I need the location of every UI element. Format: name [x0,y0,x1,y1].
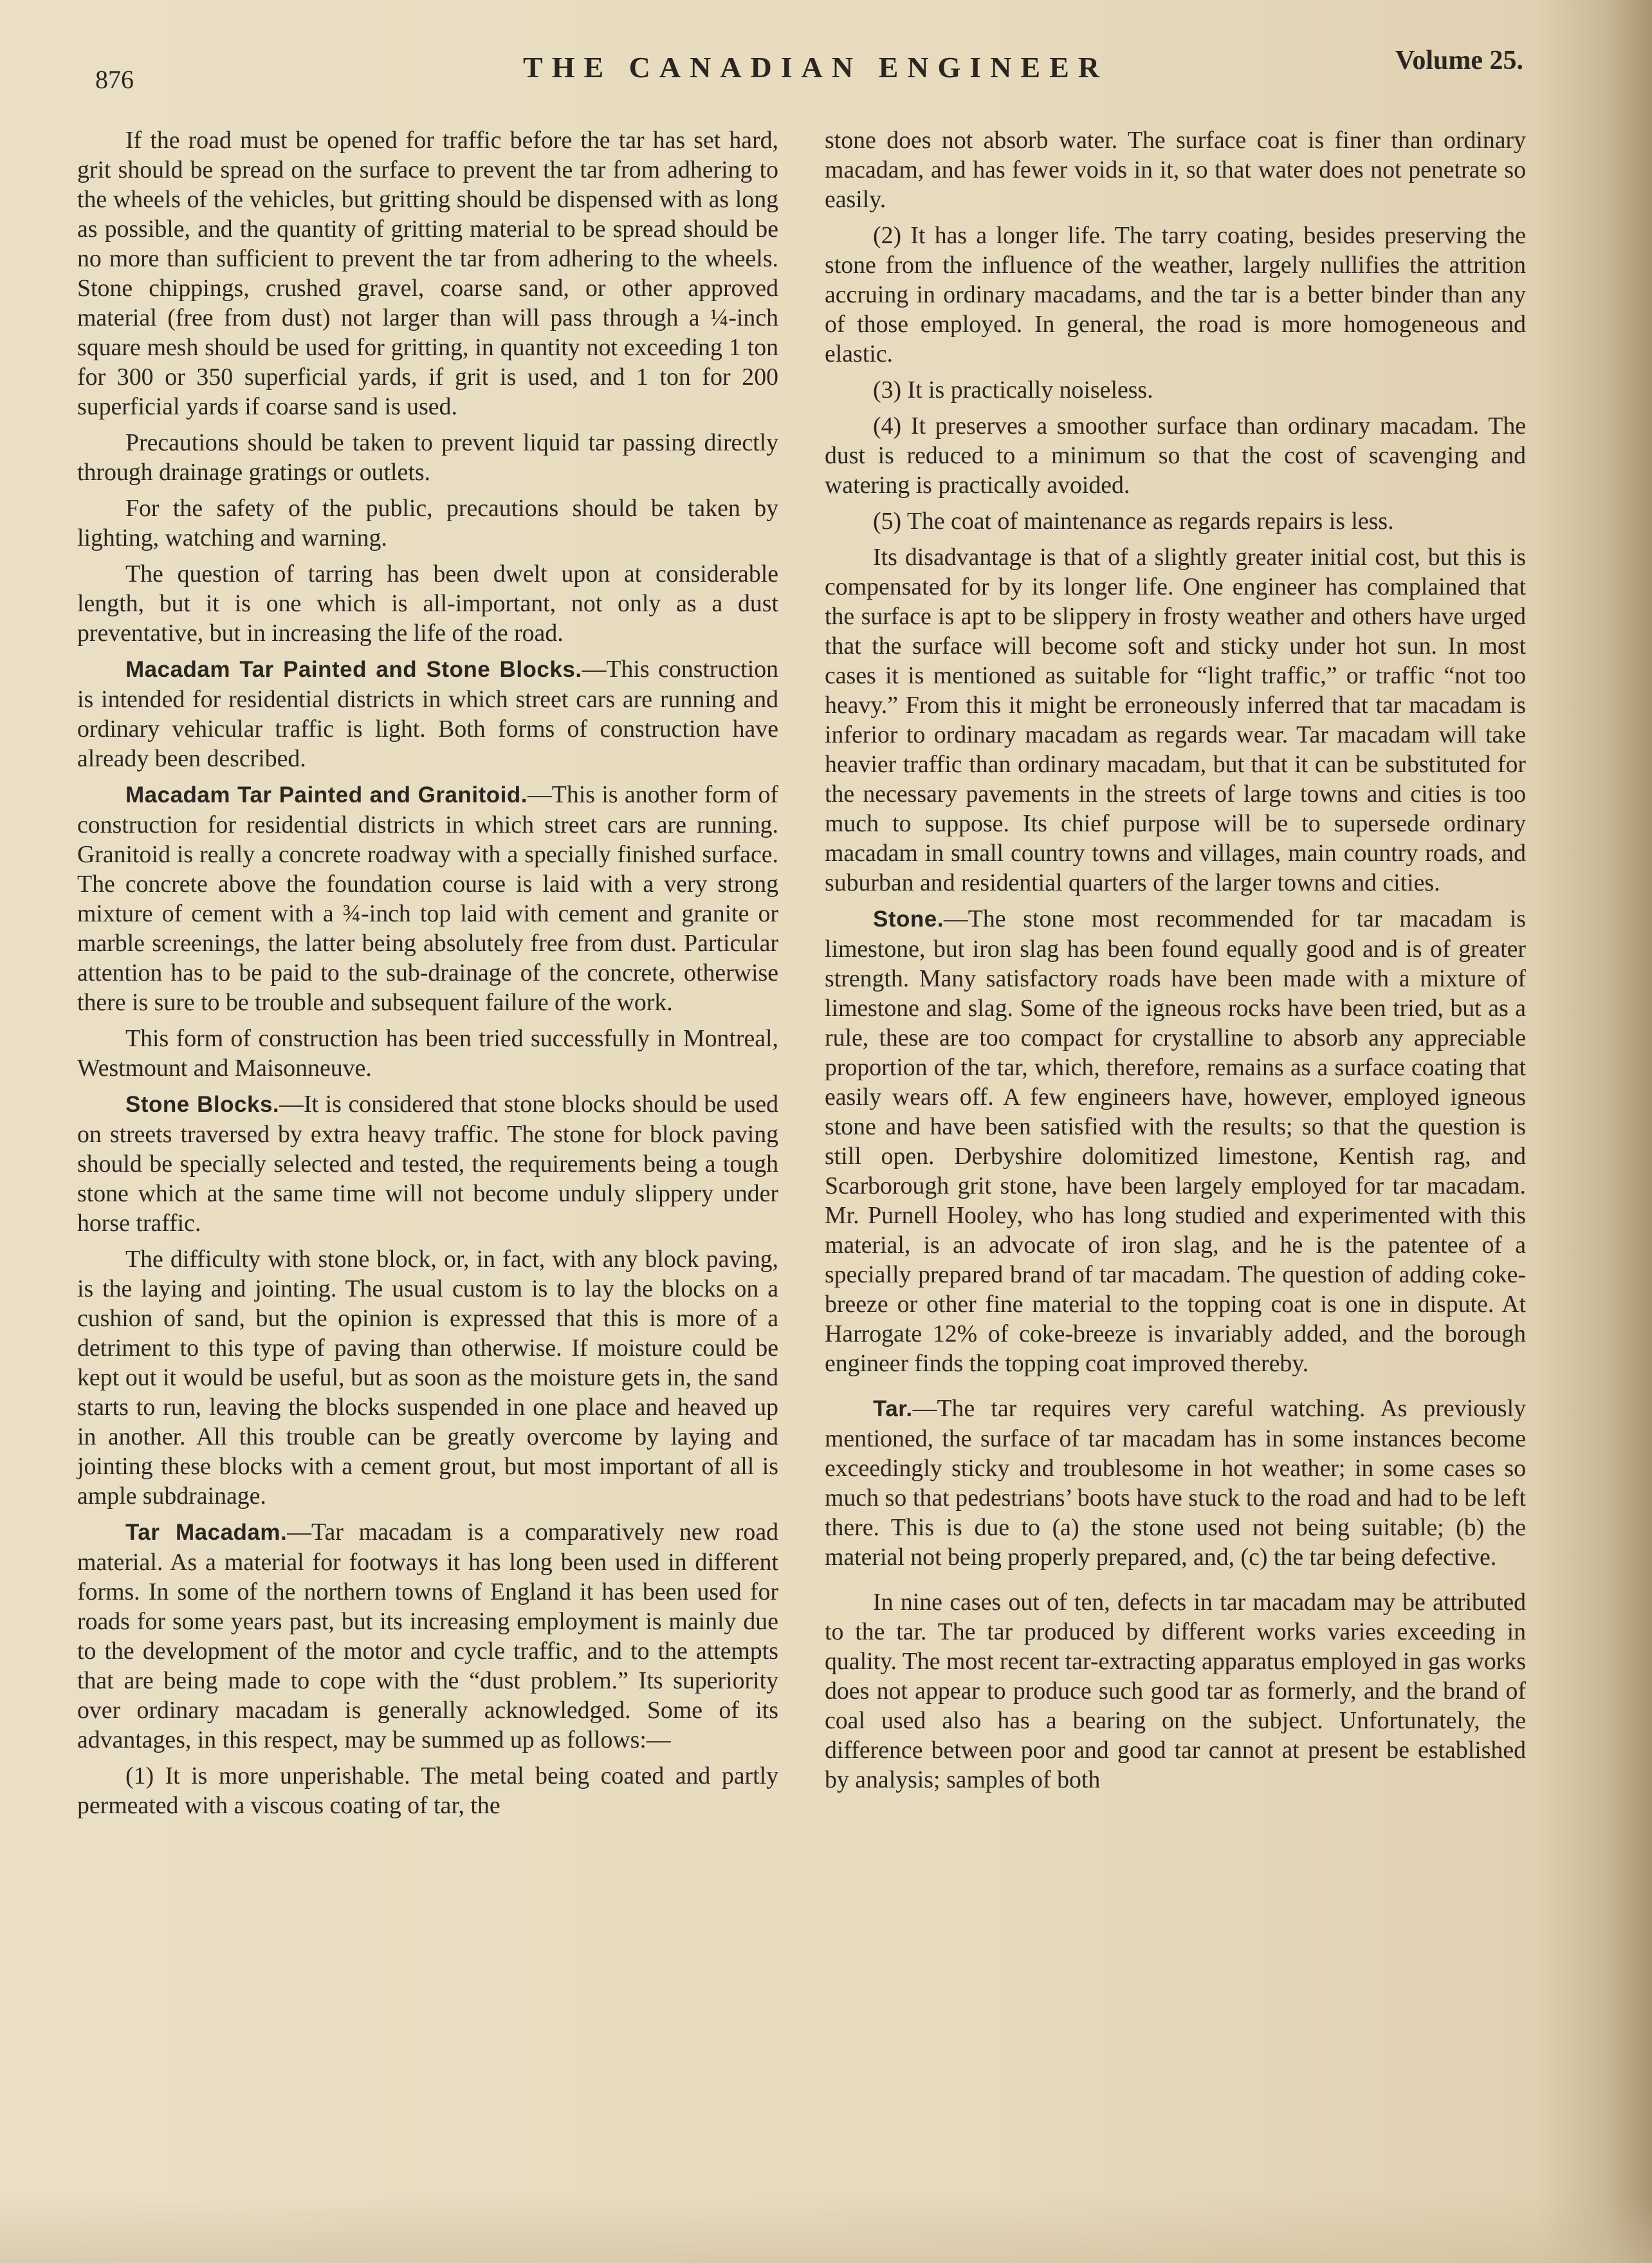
left-column [77,125,778,1827]
section-text: —Tar macadam is a comparatively new road material. As a material for footways it has long been used in different forms. In some of the northern towns of England it has been used for roads for some years past, but its increasing employment is mainly due to the development of the motor and cycle traffic, and to the attempts that are being made to cope with the “dust problem.” Its superiority over ordinary macadam is generally acknowledged. Some of its advantages, in this respect, may be summed up as follows:— [77,1519,778,1753]
paragraph: stone does not absorb water. The surface coat is finer than ordinary macadam, and has fewer voids in it, so that water does not penetrate so easily. [825,127,1526,213]
paragraph: (2) It has a longer life. The tarry coating, besides preserving the stone from the influence of the weather, largely nullifies the attrition accruing in ordinary macadams, and the tar is a better binder than any of those employed. In general, the road is more homogeneous and elastic. [825,222,1526,367]
paragraph: The question of tarring has been dwelt upon at considerable length, but it is one which is all-important, not only as a dust preventative, but in increasing the life of the road. [77,560,778,647]
section-text: —The stone most recommended for tar macadam is limestone, but iron slag has been found equally good and is of greater strength. Many satisfactory roads have been made with a mixture of limestone and slag. Some of the igneous rocks have been tried, but as a rule, these are too compact for crystalline to absorb any appreciable proportion of the tar, which, therefore, remains as a surface coating that easily wears off. A few engineers have, however, employed igneous stone and have been satisfied with the results; so that the question is still open. Derbyshire dolomitized limestone, Kentish rag, and Scarborough grit stone, have been largely employed for tar macadam. Mr. Purnell Hooley, who has long studied and experimented with this material, is an advocate of iron slag, and he is the patentee of a specially prepared brand of tar macadam. The question of adding coke-breeze or other fine material to the topping coat is one in dispute. At Harrogate 12% of coke-breeze is invariably added, and the borough engineer finds the topping coat improved thereby. [825,905,1526,1377]
page-number: 876 [95,65,134,94]
page-bottom-stain [0,2192,1652,2263]
paragraph: Its disadvantage is that of a slightly greater initial cost, but this is compensated for by its longer life. One engineer has complained that the surface is apt to be slippery in frosty weather and others have urged that the surface will become soft and sticky under hot sun. In most cases it is mentioned as suitable for “light traffic,” or traffic “not too heavy.” From this it might be erroneously inferred that tar macadam is inferior to ordinary macadam as regards wear. Tar macadam will take heavier traffic than ordinary macadam, but that it can be substituted for the necessary pavements in the streets of large towns and cities is too much to suppose. Its chief purpose will be to supersede ordinary macadam in small country towns and villages, main country roads, and suburban and residential quarters of the larger towns and cities. [825,544,1526,896]
section-paragraph [825,904,1526,1378]
section-paragraph [77,1089,778,1238]
paragraph: (3) It is practically noiseless. [873,376,1153,403]
paragraph: (4) It preserves a smoother surface than ordinary macadam. The dust is reduced to a minimum so that the cost of scavenging and watering is practically avoided. [825,412,1526,499]
section-heading: Stone Blocks. [125,1092,280,1117]
paragraph: If the road must be opened for traffic before the tar has set hard, grit should be spread on the surface to prevent the tar from adhering to the wheels of the vehicles, but gritting should be dispensed with as long as possible, and the quantity of gritting material to be spread should be no more than sufficient to prevent the tar from adhering to the wheels. Stone chippings, crushed gravel, coarse sand, or other approved material (free from dust) not larger than will pass through a ¼-inch square mesh should be used for gritting, in quantity not exceeding 1 ton for 300 or 350 superficial yards, if grit is used, and 1 ton for 200 superficial yards if coarse sand is used. [77,127,778,420]
paragraph: In nine cases out of ten, defects in tar macadam may be attributed to the tar. The tar produced by different works varies exceeding in quality. The most recent tar-extracting apparatus employed in gas works does not appear to produce such good tar as formerly, and the brand of coal used also has a bearing on the subject. Unfortunately, the difference between poor and good tar cannot at present be established by analysis; samples of both [825,1589,1526,1793]
section-heading: Macadam Tar Painted and Granitoid. [125,782,528,808]
right-column [825,125,1526,1801]
paragraph: Precautions should be taken to prevent liquid tar passing directly through drainage gratings or outlets. [77,429,778,486]
paragraph: (1) It is more unperishable. The metal being coated and partly permeated with a viscous coating of tar, the [77,1762,778,1819]
section-text: —It is considered that stone blocks should be used on streets traversed by extra heavy traffic. The stone for block paving should be specially selected and tested, the requirements being a tough stone which at the same time will not become unduly slippery under horse traffic. [77,1091,778,1237]
paragraph: This form of construction has been tried successfully in Montreal, Westmount and Maisonneuve. [77,1025,778,1082]
section-paragraph [825,1394,1526,1572]
volume-label: Volume 25. [1395,46,1523,75]
section-paragraph [77,654,778,773]
section-text: —The tar requires very careful watching. As previously mentioned, the surface of tar macadam has in some instances become exceedingly sticky and troublesome in hot weather; in some cases so much so that pedestrians’ boots have stuck to the road and had to be left there. This is due to (a) the stone used not being suitable; (b) the material not being properly prepared, and, (c) the tar being defective. [825,1395,1526,1571]
page-edge-shadow [1607,0,1652,2263]
section-heading: Stone. [873,907,944,932]
paragraph: (5) The coat of maintenance as regards repairs is less. [873,508,1394,535]
section-heading: Tar Macadam. [125,1520,288,1545]
section-paragraph [77,780,778,1017]
paragraph: The difficulty with stone block, or, in fact, with any block paving, is the laying and jointing. The usual custom is to lay the blocks on a cushion of sand, but the opinion is expressed that this is more of a detriment to this type of paving than otherwise. If moisture could be kept out it would be useful, but as soon as the moisture gets in, the sand starts to run, leaving the blocks suspended in one place and heaved up in another. All this trouble can be greatly overcome by laying and jointing these blocks with a cement grout, but most important of all is ample subdrainage. [77,1246,778,1510]
page-header [95,45,1536,97]
section-heading: Tar. [873,1396,913,1421]
section-text: —This is another form of construction for residential districts in which street cars are running. Granitoid is really a concrete roadway with a specially finished surface. The concrete above the foundation course is laid with a very strong mixture of cement with a ¾-inch top laid with cement and granite or marble screenings, the latter being absolutely free from dust. Particular attention has to be paid to the sub-drainage of the concrete, otherwise there is sure to be trouble and subsequent failure of the work. [77,781,778,1016]
journal-title: THE CANADIAN ENGINEER [523,51,1108,84]
section-text: —This construction is intended for residential districts in which street cars are running and ordinary vehicular traffic is light. Both forms of construction have already been described. [77,656,778,772]
section-heading: Macadam Tar Painted and Stone Blocks. [125,657,582,682]
paragraph: For the safety of the public, precautions should be taken by lighting, watching and warning. [77,495,778,551]
section-paragraph [77,1517,778,1755]
